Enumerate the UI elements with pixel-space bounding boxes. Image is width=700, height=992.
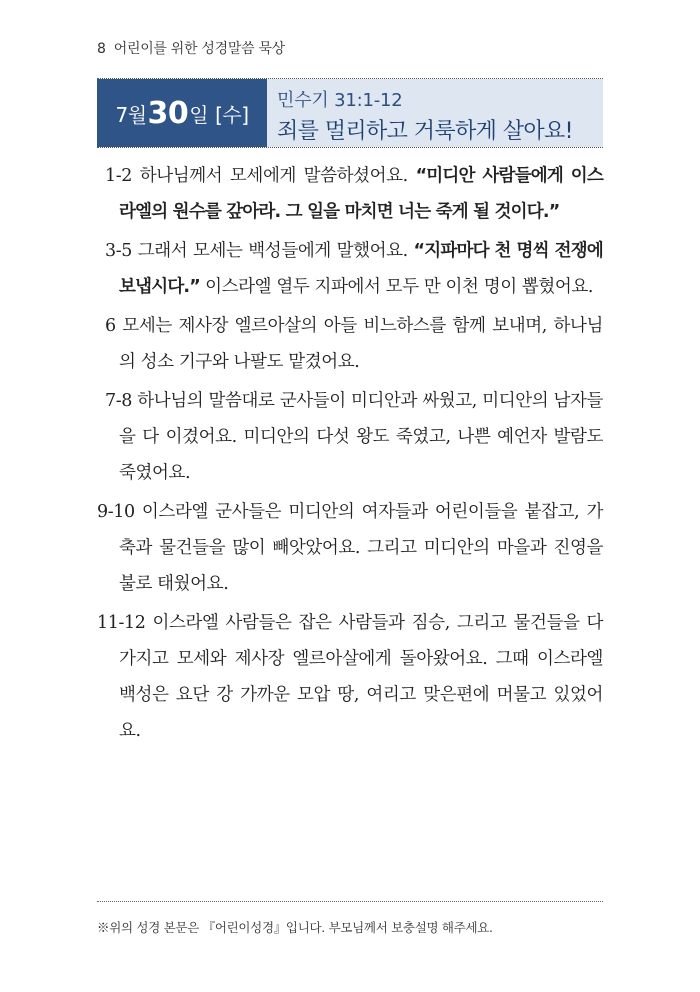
running-head	[97, 38, 285, 58]
date-block	[97, 79, 267, 147]
verse-text: 이스라엘 군사들은 미디안의 여자들과 어린이들을 붙잡고, 가축과 물건들을 많이 빼앗았어요. 그리고 미디안의 마을과 진영을 불로 태웠어요.	[119, 502, 603, 594]
verse-number: 3-5	[105, 241, 132, 261]
verse-paragraph	[97, 494, 603, 602]
verse-text: 하나님께서 모세에게 말씀하셨어요.	[131, 166, 416, 186]
verse-number: 7-8	[105, 391, 132, 411]
verse-paragraph	[97, 605, 603, 749]
verse-number: 11-12	[97, 613, 146, 633]
title-text-block	[267, 79, 603, 147]
verse-paragraph	[97, 383, 603, 491]
verse-quote: “지파마다 천 명씩 전쟁에 보냅시다.”	[119, 241, 603, 297]
date-day: 30	[147, 95, 189, 131]
verse-number: 6	[105, 316, 116, 336]
page-number: 8	[97, 41, 106, 57]
scripture-reference: 민수기 31:1-12	[277, 90, 403, 111]
scripture-body	[97, 158, 603, 752]
verse-paragraph	[97, 308, 603, 380]
verse-paragraph	[97, 233, 603, 305]
verse-text: 이스라엘 사람들은 잡은 사람들과 짐승, 그리고 물건들을 다 가지고 모세와 제사장 엘르아살에게 돌아왔어요. 그때 이스라엘 백성은 요단 강 가까운 모압 땅, 여리고 맞은편에 머물고 있었어요.	[119, 613, 603, 741]
verse-number: 1-2	[105, 166, 132, 186]
verse-text: 하나님의 말씀대로 군사들이 미디안과 싸웠고, 미디안의 남자들을 다 이겼어요. 미디안의 다섯 왕도 죽였고, 나쁜 예언자 발람도 죽였어요.	[119, 391, 603, 483]
verse-quote: “미디안 사람들에게 이스라엘의 원수를 갚아라. 그 일을 마치면 너는 죽게 될 것이다.”	[119, 166, 603, 222]
date-weekday: [수]	[215, 102, 249, 127]
verse-text: 그래서 모세는 백성들에게 말했어요.	[131, 241, 414, 261]
date-day-suffix: 일	[189, 102, 209, 127]
verse-text: 모세는 제사장 엘르아살의 아들 비느하스를 함께 보내며, 하나님의 성소 기구와 나팔도 맡겼어요.	[115, 316, 603, 372]
footer-divider	[97, 901, 603, 902]
footnote: ※위의 성경 본문은 『어린이성경』입니다. 부모님께서 보충설명 해주세요.	[97, 920, 493, 935]
devotion-title-box	[97, 78, 603, 148]
verse-paragraph	[97, 158, 603, 230]
verse-number: 9-10	[97, 502, 135, 522]
verse-text-after: 이스라엘 열두 지파에서 모두 만 이천 명이 뽑혔어요.	[199, 277, 594, 297]
devotion-title: 죄를 멀리하고 거룩하게 살아요!	[277, 119, 573, 144]
date-month: 7월	[115, 102, 147, 127]
book-title: 어린이를 위한 성경말씀 묵상	[113, 41, 285, 57]
